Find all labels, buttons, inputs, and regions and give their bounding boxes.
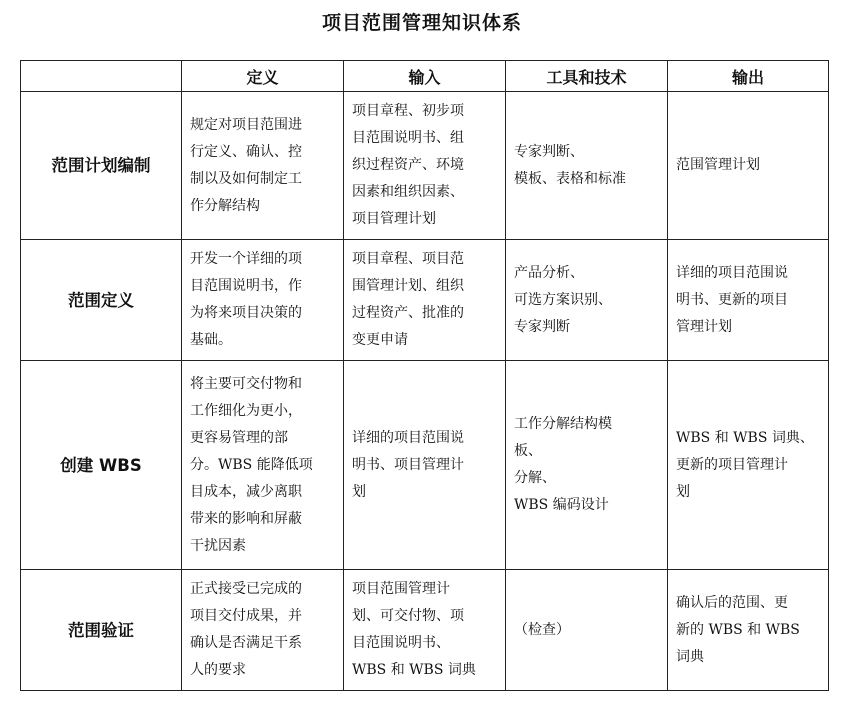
- output-cell: 详细的项目范围说 明书、更新的项目 管理计划: [668, 240, 829, 361]
- header-tools: 工具和技术: [506, 61, 668, 92]
- header-definition: 定义: [182, 61, 344, 92]
- input-cell: 项目范围管理计 划、可交付物、项 目范围说明书、 WBS 和 WBS 词典: [344, 570, 506, 691]
- tools-cell: 工作分解结构模 板、 分解、 WBS 编码设计: [506, 361, 668, 570]
- definition-cell: 开发一个详细的项 目范围说明书，作 为将来项目决策的 基础。: [182, 240, 344, 361]
- header-corner: [21, 61, 182, 92]
- tools-cell: （检查）: [506, 570, 668, 691]
- tools-cell: 产品分析、 可选方案识别、 专家判断: [506, 240, 668, 361]
- row-heading: 创建 WBS: [21, 361, 182, 570]
- knowledge-table: [20, 60, 829, 691]
- header-row: [21, 61, 829, 92]
- table-row: [21, 361, 829, 570]
- input-cell: 项目章程、初步项 目范围说明书、组 织过程资产、环境 因素和组织因素、 项目管理计划: [344, 92, 506, 240]
- output-cell: 范围管理计划: [668, 92, 829, 240]
- header-input: 输入: [344, 61, 506, 92]
- definition-cell: 将主要可交付物和 工作细化为更小， 更容易管理的部 分。WBS 能降低项 目成本，减少离职 带来的影响和屏蔽 干扰因素: [182, 361, 344, 570]
- output-cell: 确认后的范围、更 新的 WBS 和 WBS 词典: [668, 570, 829, 691]
- table-row: [21, 92, 829, 240]
- tools-cell: 专家判断、 模板、表格和标准: [506, 92, 668, 240]
- output-cell: WBS 和 WBS 词典、 更新的项目管理计 划: [668, 361, 829, 570]
- table-row: [21, 240, 829, 361]
- row-heading: 范围计划编制: [21, 92, 182, 240]
- input-cell: 项目章程、项目范 围管理计划、组织 过程资产、批准的 变更申请: [344, 240, 506, 361]
- input-cell: 详细的项目范围说 明书、项目管理计 划: [344, 361, 506, 570]
- page-title: 项目范围管理知识体系: [321, 12, 522, 34]
- definition-cell: 规定对项目范围进 行定义、确认、控 制以及如何制定工 作分解结构: [182, 92, 344, 240]
- header-output: 输出: [668, 61, 829, 92]
- row-heading: 范围定义: [21, 240, 182, 361]
- table-row: [21, 570, 829, 691]
- row-heading: 范围验证: [21, 570, 182, 691]
- definition-cell: 正式接受已完成的 项目交付成果，并 确认是否满足干系 人的要求: [182, 570, 344, 691]
